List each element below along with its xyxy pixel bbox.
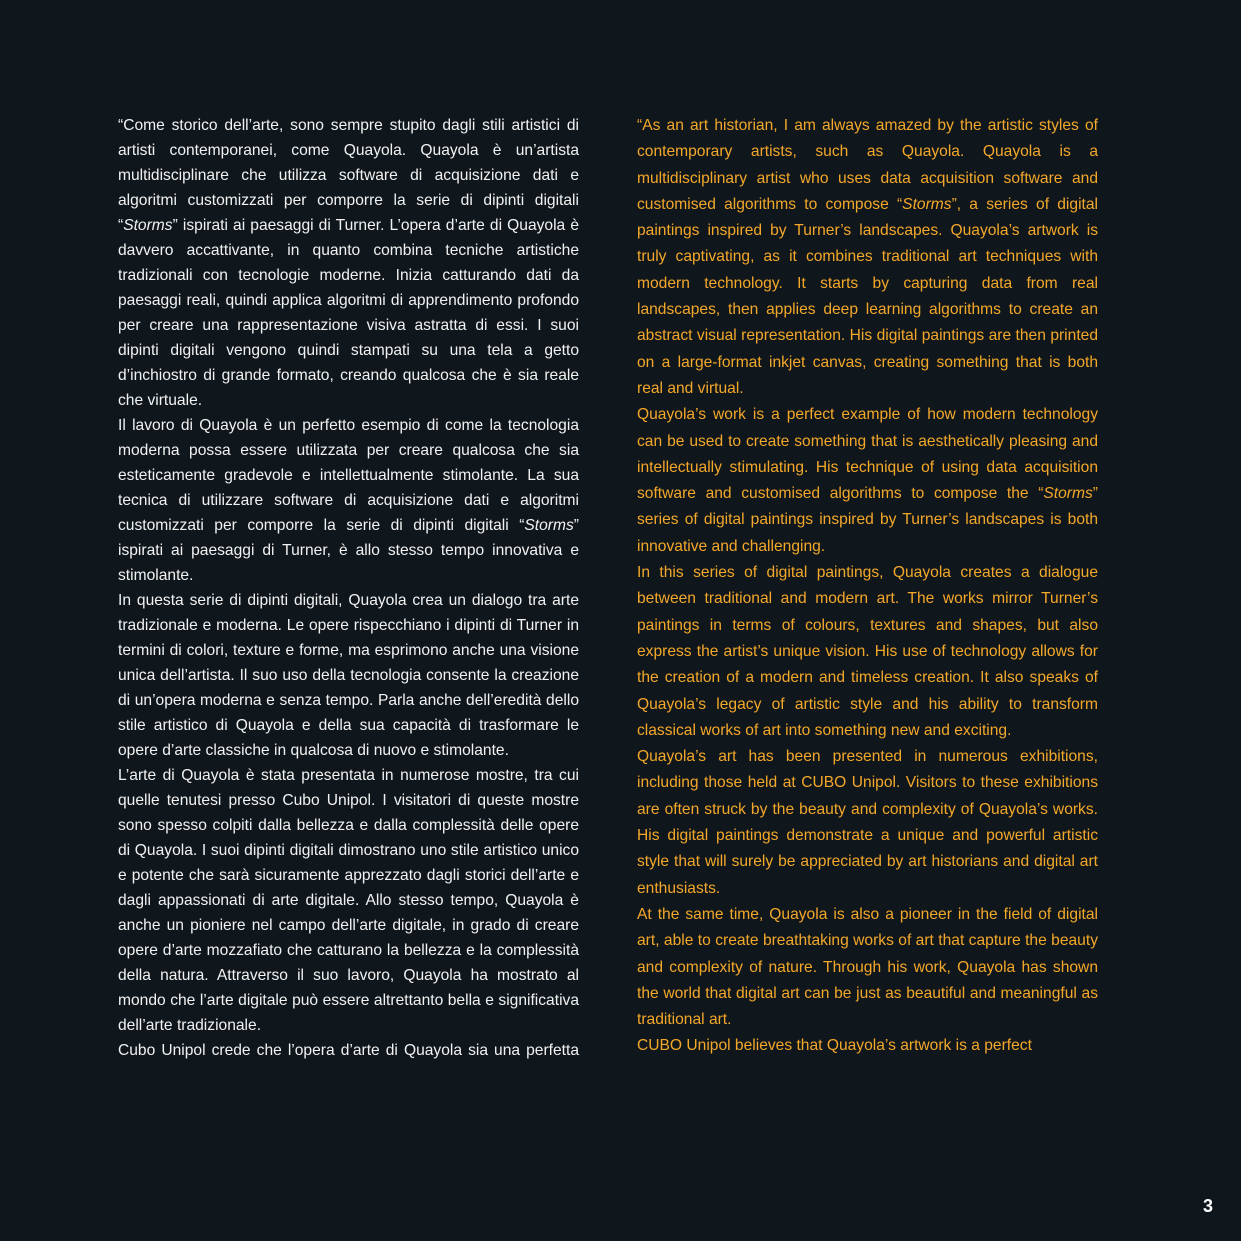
english-paragraph-6: CUBO Unipol believes that Quayola’s artwork is a perfect xyxy=(637,1037,1032,1055)
artwork-title-storms: Storms xyxy=(1043,485,1093,503)
english-paragraph-4: Quayola’s art has been presented in numerous exhibitions, including those held at CUBO Unipol. Visitors to these exhibitions are often struck by the beauty and complexity of Quayola’s works. His digital paintings demonstrate a unique and powerful artistic style that will surely be appreciated by art historians and digital art enthusiasts. xyxy=(637,748,1098,897)
italian-paragraph-4: L’arte di Quayola è stata presentata in numerose mostre, tra cui quelle tenutesi presso Cubo Unipol. I visitatori di queste mostre sono spesso colpiti dalla bellezza e dalla complessità delle opere di Quayola. I suoi dipinti digitali dimostrano uno stile artistico unico e potente che sarà sicuramente apprezzato dagli storici dell’arte e dagli appassionati di arte digitale. Allo stesso tempo, Quayola è anche un pioniere nel campo dell’arte digitale, in grado di creare opere d’arte mozzafiato che catturano la bellezza e la complessità della natura. Attraverso il suo lavoro, Quayola ha mostrato al mondo che l’arte digitale può essere altrettanto bella e significativa dell’arte tradizionale. xyxy=(118,767,579,1034)
italian-paragraph-2: Il lavoro di Quayola è un perfetto esempio di come la tecnologia moderna possa essere utilizzata per creare qualcosa che sia esteticamente gradevole e intellettualmente stimolante. La sua tecnica di utilizzare software di acquisizione dati e algoritmi customizzati per comporre la serie di dipinti digitali “Storms” ispirati ai paesaggi di Turner, è allo stesso tempo innovativa e stimolante. xyxy=(118,417,579,584)
artwork-title-storms: Storms xyxy=(902,195,952,213)
english-text-column xyxy=(637,113,1098,1060)
italian-paragraph-3: In questa serie di dipinti digitali, Quayola crea un dialogo tra arte tradizionale e moderna. Le opere rispecchiano i dipinti di Turner in termini di colori, texture e forme, ma esprimono anche una visione unica dell’artista. Il suo uso della tecnologia consente la creazione di un’opera moderna e senza tempo. Parla anche dell’eredità dello stile artistico di Quayola e della sua capacità di trasformare le opere d’arte classiche in qualcosa di nuovo e stimolante. xyxy=(118,592,579,759)
artwork-title-storms: Storms xyxy=(123,217,173,234)
english-paragraph-1: “As an art historian, I am always amazed by the artistic styles of contemporary artists, such as Quayola. Quayola is a multidisciplinary artist who uses data acquisition software and customised algorithms to compose “Storms”, a series of digital paintings inspired by Turner’s landscapes. Quayola’s artwork is truly captivating, as it combines traditional art techniques with modern technology. It starts by capturing data from real landscapes, then applies deep learning algorithms to create an abstract visual representation. His digital paintings are then printed on a large-format inkjet canvas, creating something that is both real and virtual. xyxy=(637,117,1098,397)
page-number: 3 xyxy=(1202,1196,1213,1216)
english-paragraph-5: At the same time, Quayola is also a pioneer in the field of digital art, able to create breathtaking works of art that capture the beauty and complexity of nature. Through his work, Quayola has shown the world that digital art can be just as beautiful and meaningful as traditional art. xyxy=(637,905,1098,1029)
italian-paragraph-1: “Come storico dell’arte, sono sempre stupito dagli stili artistici di artisti contemporanei, come Quayola. Quayola è un’artista multidisciplinare che utilizza software di acquisizione dati e algoritmi customizzati per comporre la serie di dipinti digitali “Storms” ispirati ai paesaggi di Turner. L’opera d’arte di Quayola è davvero accattivante, in quanto combina tecniche artistiche tradizionali con tecnologie moderne. Inizia catturando dati da paesaggi reali, quindi applica algoritmi di apprendimento profondo per creare una rappresentazione visiva astratta di essi. I suoi dipinti digitali vengono quindi stampati su una tela a getto d’inchiostro di grande formato, creando qualcosa che è sia reale che virtuale. xyxy=(118,117,579,409)
english-paragraph-2: Quayola’s work is a perfect example of how modern technology can be used to create something that is aesthetically pleasing and intellectually stimulating. His technique of using data acquisition software and customised algorithms to compose the “Storms” series of digital paintings inspired by Turner’s landscapes is both innovative and challenging. xyxy=(637,406,1098,555)
italian-text-column xyxy=(118,113,579,1063)
italian-paragraph-5: Cubo Unipol crede che l’opera d’arte di Quayola sia una perfetta xyxy=(118,1042,579,1059)
artwork-title-storms: Storms xyxy=(524,517,574,534)
english-paragraph-3: In this series of digital paintings, Quayola creates a dialogue between traditional and modern art. The works mirror Turner’s paintings in terms of colours, textures and shapes, but also express the artist’s unique vision. His use of technology allows for the creation of a modern and timeless creation. It also speaks of Quayola’s legacy of artistic style and his ability to transform classical works of art into something new and exciting. xyxy=(637,564,1098,739)
